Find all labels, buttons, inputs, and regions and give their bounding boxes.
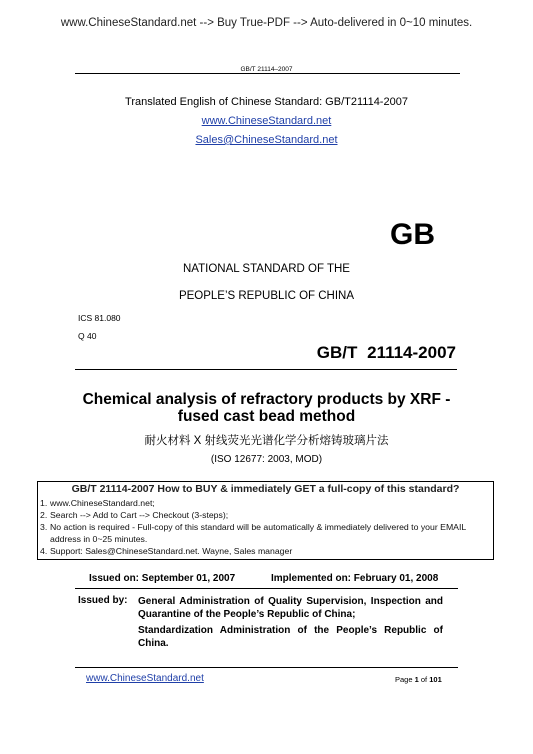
step-number: 2. bbox=[40, 510, 48, 520]
chinese-title: 耐火材料 X 射线荧光光谱化学分析熔铸玻璃片法 bbox=[144, 435, 389, 447]
standard-number-rule bbox=[75, 369, 457, 370]
step-text: Support: Sales@ChineseStandard.net. Wayne, Sales manager bbox=[50, 546, 293, 556]
footer-rule bbox=[75, 667, 458, 668]
issuer-sac: Standardization Administration of the People’s Republic of China. bbox=[138, 625, 443, 649]
step-text[interactable]: www.ChineseStandard.net; bbox=[50, 498, 155, 508]
page-number bbox=[395, 675, 442, 684]
top-banner: www.ChineseStandard.net --> Buy True-PDF --> Auto-delivered in 0~10 minutes. bbox=[60, 17, 473, 29]
site-link-row bbox=[0, 115, 533, 127]
buy-step bbox=[40, 497, 493, 509]
step-number: 3. bbox=[40, 522, 48, 532]
sales-email-link[interactable]: Sales@ChineseStandard.net bbox=[195, 134, 338, 146]
step-text: No action is required - Full-copy of this standard will be automatically & immediately delivered to your EMAIL address in 0~25 minutes. bbox=[50, 522, 466, 544]
page-prefix: Page bbox=[395, 675, 413, 684]
issued-date: Issued on: September 01, 2007 bbox=[89, 573, 236, 584]
site-link[interactable]: www.ChineseStandard.net bbox=[201, 115, 332, 127]
standard-number: GB/T 21114-2007 bbox=[316, 343, 456, 362]
gb-logo: GB bbox=[390, 218, 435, 251]
english-title: Chemical analysis of refractory products by XRF - fused cast bead method bbox=[82, 391, 451, 425]
issuer-aqsiq: General Administration of Quality Supervision, Inspection and Quarantine of the People’s Republic of China; bbox=[138, 596, 443, 620]
translated-note: Translated English of Chinese Standard: GB/T21114-2007 bbox=[125, 96, 408, 108]
header-rule bbox=[75, 73, 460, 74]
implemented-date: Implemented on: February 01, 2008 bbox=[271, 573, 439, 584]
footer-site-link[interactable]: www.ChineseStandard.net bbox=[86, 673, 204, 684]
step-number: 4. bbox=[40, 546, 48, 556]
dates-rule bbox=[75, 588, 458, 589]
step-number: 1. bbox=[40, 498, 48, 508]
buy-info-box bbox=[37, 481, 494, 560]
buy-step bbox=[40, 545, 493, 557]
page-of: of bbox=[420, 675, 428, 684]
ics-code: ICS 81.080 bbox=[78, 313, 121, 323]
issued-by-label: Issued by: bbox=[78, 595, 128, 606]
step-text: Search --> Add to Cart --> Checkout (3-steps); bbox=[50, 510, 229, 520]
national-standard-line1: NATIONAL STANDARD OF THE bbox=[183, 263, 350, 275]
sales-link-row bbox=[0, 134, 533, 146]
buy-steps-list bbox=[40, 497, 493, 557]
buy-box-title: GB/T 21114-2007 How to BUY & immediately GET a full-copy of this standard? bbox=[71, 483, 460, 495]
footer-link-row bbox=[86, 673, 204, 684]
buy-step bbox=[40, 521, 493, 545]
national-standard-line2: PEOPLE’S REPUBLIC OF CHINA bbox=[178, 290, 355, 302]
page-total: 101 bbox=[429, 675, 442, 684]
running-header: GB/T 21114–2007 bbox=[240, 66, 293, 73]
page-current: 1 bbox=[414, 675, 419, 684]
buy-step bbox=[40, 509, 493, 521]
ccs-code: Q 40 bbox=[78, 331, 97, 341]
iso-reference: (ISO 12677: 2003, MOD) bbox=[210, 454, 323, 465]
